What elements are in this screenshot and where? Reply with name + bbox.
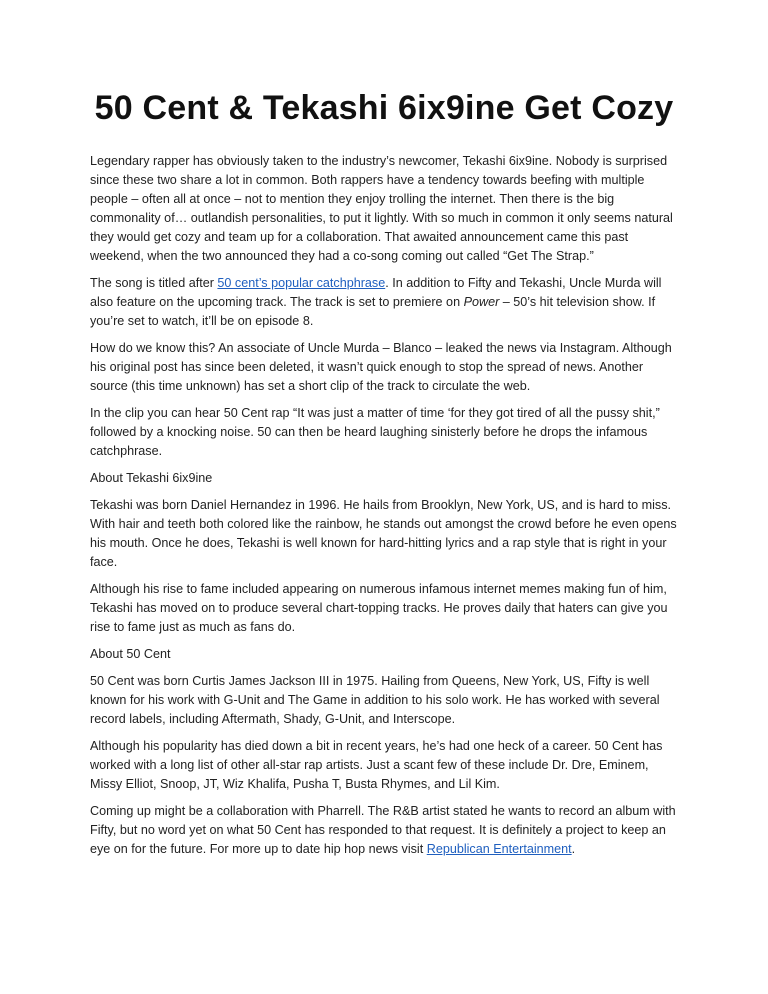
paragraph-intro: Legendary rapper has obviously taken to the industry’s newcomer, Tekashi 6ix9ine. Nobody is surprised since these two share a lot in common. Both rappers have a tendency towards beefing with multiple people – often all at once – not to mention they enjoy trolling the internet. Then there is the big commonality of… outlandish personalities, to put it lightly. With so much in common it only seems natural they would get cozy and team up for a collaboration. That awaited announcement came this past weekend, when the two announced they had a co-song coming out called “Get The Strap.”: [90, 154, 673, 263]
text-segment: . In addition to Fifty and Tekashi, Uncle Murda will also feature on the upcoming track. The track is set to premiere on: [90, 276, 662, 309]
paragraph-tekashi-fame: Although his rise to fame included appearing on numerous infamous internet memes making fun of him, Tekashi has moved on to produce several chart-topping tracks. He proves daily that haters can give you rise to fame just as much as fans do.: [90, 582, 668, 634]
text-segment: The song is titled after: [90, 276, 218, 290]
paragraph-tekashi-bio: Tekashi was born Daniel Hernandez in 1996. He hails from Brooklyn, New York, US, and is hard to miss. With hair and teeth both colored like the rainbow, he stands out amongst the crowd before he even opens his mouth. Once he does, Tekashi is well known for hard-hitting lyrics and a rap style that is right in your face.: [90, 498, 677, 569]
text-segment: – 50’s hit television show. If you’re set to watch, it’ll be on episode 8.: [90, 295, 656, 328]
republican-entertainment-link[interactable]: Republican Entertainment: [426, 842, 572, 856]
paragraph-song-title: [90, 274, 678, 331]
text-segment: .: [571, 842, 576, 856]
paragraph-50-bio: 50 Cent was born Curtis James Jackson III in 1975. Hailing from Queens, New York, US, Fifty is well known for his work with G-Unit and The Game in addition to his solo work. He has worked with several record labels, including Aftermath, Shady, G-Unit, and Interscope.: [90, 674, 660, 726]
section-heading-50-cent: About 50 Cent: [90, 647, 171, 661]
paragraph-leak: How do we know this? An associate of Uncle Murda – Blanco – leaked the news via Instagram. Although his original post has since been deleted, it wasn’t quick enough to stop the spread of news. Another source (this time unknown) has set a short clip of the track to circulate the web.: [90, 341, 672, 393]
text-segment: Coming up might be a collaboration with Pharrell. The R&B artist stated he wants to record an album with Fifty, but no word yet on what 50 Cent has responded to that request. It is definitely a project to keep an eye on for the future. For more up to date hip hop news visit: [90, 804, 676, 856]
paragraph-50-career: Although his popularity has died down a bit in recent years, he’s had one heck of a career. 50 Cent has worked with a long list of other all-star rap artists. Just a scant few of these include Dr. Dre, Eminem, Missy Elliot, Snoop, JT, Wiz Khalifa, Pusha T, Busta Rhymes, and Lil Kim.: [90, 739, 663, 791]
paragraph-clip: In the clip you can hear 50 Cent rap “It was just a matter of time ‘for they got tired of all the pussy shit,” followed by a knocking noise. 50 can then be heard laughing sinisterly before he drops the infamous catchphrase.: [90, 406, 660, 458]
section-heading-tekashi: About Tekashi 6ix9ine: [90, 471, 213, 485]
catchphrase-link[interactable]: 50 cent’s popular catchphrase: [217, 276, 386, 290]
paragraph-pharrell: [90, 802, 678, 859]
article-title: 50 Cent & Tekashi 6ix9ine Get Cozy: [94, 89, 674, 127]
show-title: Power: [463, 295, 500, 309]
